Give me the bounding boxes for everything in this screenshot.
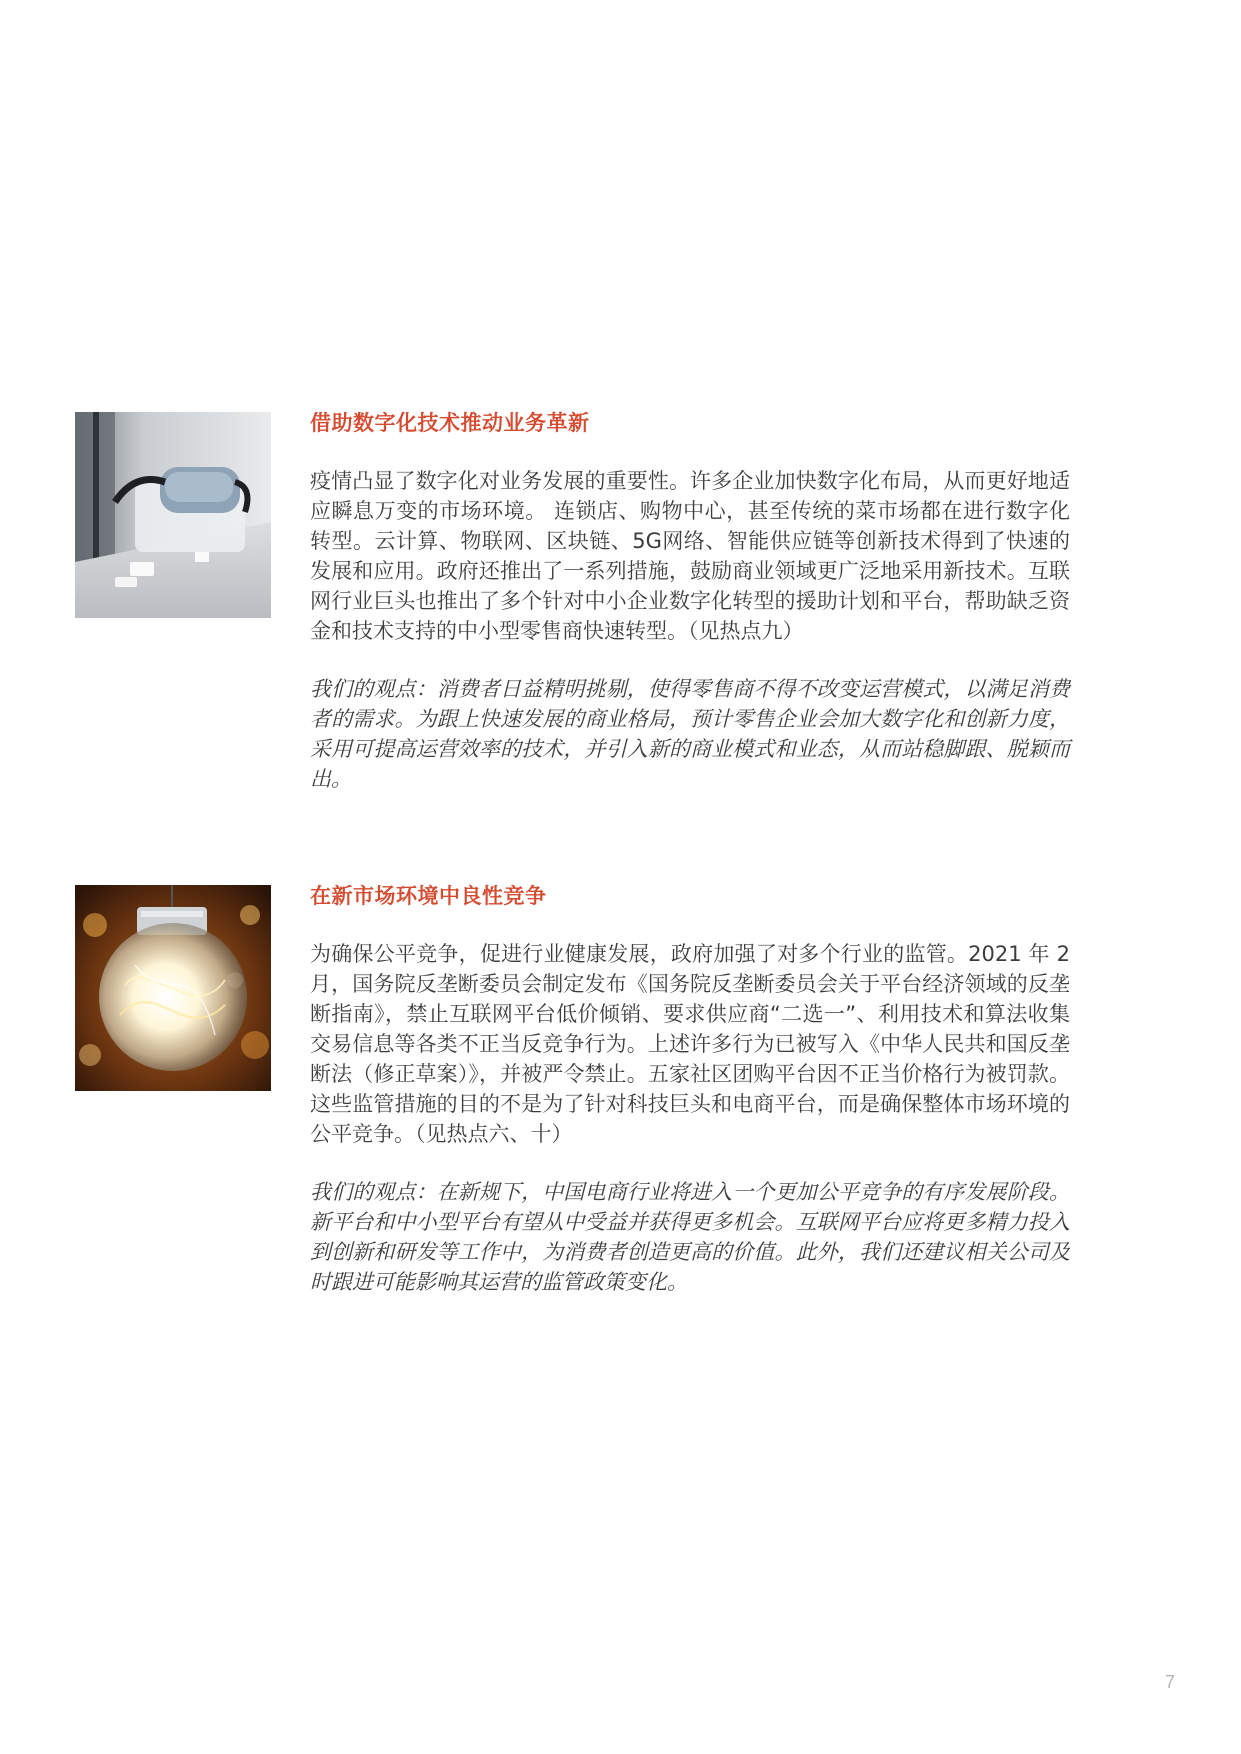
page-number: 7 — [1165, 1672, 1176, 1692]
section-opinion: 我们的观点：在新规下，中国电商行业将进入一个更加公平竞争的有序发展阶段。新平台和中小型平台有望从中受益并获得更多机会。互联网平台应将更多精力投入到创新和研发等工作中，为消费者创造更高的价值。此外，我们还建议相关公司及时跟进可能影响其运营的监管政策变化。 — [310, 1180, 1070, 1294]
section-heading: 借助数字化技术推动业务革新 — [310, 411, 590, 435]
vr-headset-photo — [75, 412, 271, 618]
glowing-lightbulb-photo — [75, 885, 271, 1091]
section-opinion: 我们的观点：消费者日益精明挑剔，使得零售商不得不改变运营模式，以满足消费者的需求。为跟上快速发展的商业格局，预计零售企业会加大数字化和创新力度，采用可提高运营效率的技术，并引入新的商业模式和业态，从而站稳脚跟、脱颖而出。 — [310, 677, 1070, 791]
section-heading: 在新市场环境中良性竞争 — [310, 884, 547, 908]
section-body: 疫情凸显了数字化对业务发展的重要性。许多企业加快数字化布局，从而更好地适应瞬息万变的市场环境。 连锁店、购物中心，甚至传统的菜市场都在进行数字化转型。云计算、物联网、区块链、5G网络、智能供应链等创新技术得到了快速的发展和应用。政府还推出了一系列措施，鼓励商业领域更广泛地采用新技术。互联网行业巨头也推出了多个针对中小企业数字化转型的援助计划和平台，帮助缺乏资金和技术支持的中小型零售商快速转型。（见热点九） — [310, 469, 1070, 643]
section-body: 为确保公平竞争，促进行业健康发展，政府加强了对多个行业的监管。2021 年 2 月，国务院反垄断委员会制定发布《国务院反垄断委员会关于平台经济领域的反垄断指南》，禁止互联网平台低价倾销、要求供应商“二选一”、利用技术和算法收集交易信息等各类不正当反竞争行为。上述许多行为已被写入《中华人民共和国反垄断法（修正草案）》，并被严令禁止。五家社区团购平台因不正当价格行为被罚款。这些监管措施的目的不是为了针对科技巨头和电商平台，而是确保整体市场环境的公平竞争。（见热点六、十） — [310, 942, 1070, 1146]
